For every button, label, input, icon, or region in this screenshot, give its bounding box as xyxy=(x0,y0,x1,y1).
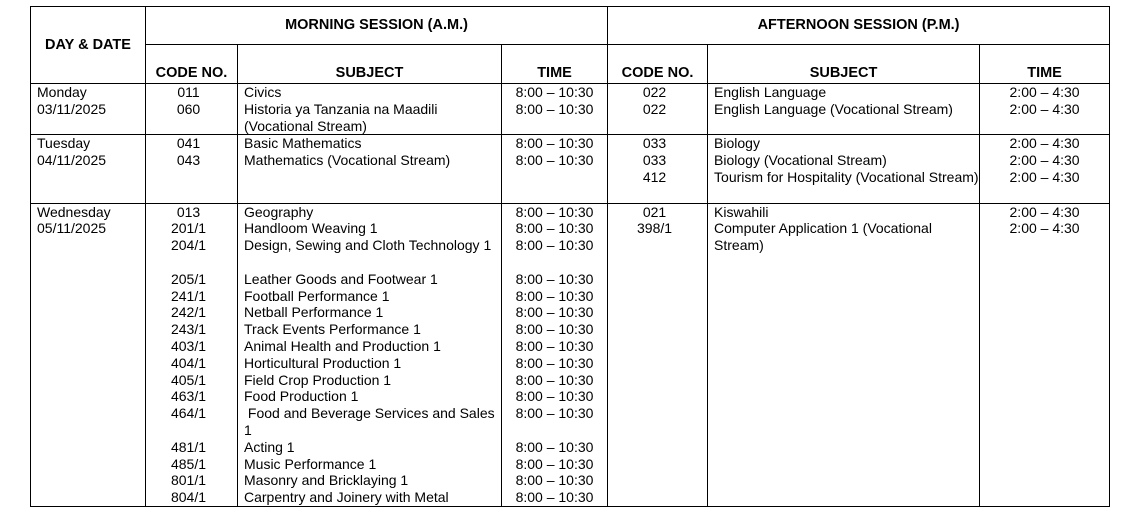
code: 022 xyxy=(642,100,667,117)
morning-code-cell xyxy=(146,203,238,506)
exam-date: 04/11/2025 xyxy=(37,152,107,169)
subject: English Language xyxy=(714,84,827,100)
subject: Biology xyxy=(714,135,760,152)
afternoon-time-cell xyxy=(980,84,1110,135)
subject: Masonry and Bricklaying 1 xyxy=(244,472,409,489)
header-morning-time: TIME xyxy=(502,45,608,84)
afternoon-subject-cell xyxy=(708,203,980,506)
subject: Civics xyxy=(244,84,282,100)
subject: Leather Goods and Footwear 1 xyxy=(244,270,438,287)
code: 022 xyxy=(642,84,667,100)
header-afternoon-subject: SUBJECT xyxy=(708,45,980,84)
morning-subject-cell xyxy=(238,84,502,135)
table-row xyxy=(31,84,1110,135)
code: 398/1 xyxy=(637,220,673,237)
exam-date: 05/11/2025 xyxy=(37,220,107,237)
day-name: Tuesday xyxy=(37,135,91,152)
day-date-cell xyxy=(31,135,146,203)
subject: Carpentry and Joinery with Metal xyxy=(244,489,449,506)
time: 8:00 – 10:30 xyxy=(515,371,594,388)
subject: English Language (Vocational Stream) xyxy=(714,100,953,117)
time: 8:00 – 10:30 xyxy=(515,220,594,237)
time: 8:00 – 10:30 xyxy=(515,388,594,405)
morning-subject-cell xyxy=(238,135,502,203)
subject: Tourism for Hospitality (Vocational Stream) xyxy=(714,168,979,185)
header-day-date: DAY & DATE xyxy=(31,7,146,84)
subject: Netball Performance 1 xyxy=(244,304,384,321)
subject: Track Events Performance 1 xyxy=(244,321,421,338)
code: 242/1 xyxy=(170,304,207,321)
code: 205/1 xyxy=(170,270,207,287)
subject: Acting 1 xyxy=(244,438,295,455)
subject: Animal Health and Production 1 xyxy=(244,337,441,354)
subject: Handloom Weaving 1 xyxy=(244,220,378,237)
morning-code-cell xyxy=(146,135,238,203)
morning-code-cell xyxy=(146,84,238,135)
time: 2:00 – 4:30 xyxy=(1009,84,1080,100)
time: 2:00 – 4:30 xyxy=(1009,168,1080,185)
subject: Basic Mathematics xyxy=(244,135,362,152)
subject: Geography xyxy=(244,203,314,220)
day-name: Monday xyxy=(37,84,87,100)
header-afternoon-session: AFTERNOON SESSION (P.M.) xyxy=(608,7,1110,45)
time: 8:00 – 10:30 xyxy=(515,203,594,220)
subject: Kiswahili xyxy=(714,203,769,220)
subject: Horticultural Production 1 xyxy=(244,354,402,371)
afternoon-code-cell xyxy=(608,84,708,135)
code: 021 xyxy=(642,203,667,220)
time: 8:00 – 10:30 xyxy=(515,489,594,506)
morning-time-cell xyxy=(502,84,608,135)
code: 013 xyxy=(176,203,201,220)
morning-time-cell xyxy=(502,203,608,506)
subject: Football Performance 1 xyxy=(244,287,390,304)
header-afternoon-code: CODE NO. xyxy=(608,45,708,84)
time: 8:00 – 10:30 xyxy=(515,405,594,422)
code: 243/1 xyxy=(170,321,207,338)
code: 464/1 xyxy=(170,405,207,422)
table-row xyxy=(31,135,1110,203)
code: 043 xyxy=(176,152,201,169)
code: 241/1 xyxy=(170,287,207,304)
code: 404/1 xyxy=(170,354,207,371)
code: 481/1 xyxy=(170,438,207,455)
subject: Food and Beverage Services and Sales 1 xyxy=(244,405,499,438)
code: 403/1 xyxy=(170,337,207,354)
code: 041 xyxy=(176,135,201,152)
time: 8:00 – 10:30 xyxy=(515,354,594,371)
morning-subject-cell xyxy=(238,203,502,506)
day-date-cell xyxy=(31,84,146,135)
afternoon-time-cell xyxy=(980,135,1110,203)
code: 485/1 xyxy=(170,455,207,472)
time: 8:00 – 10:30 xyxy=(515,455,594,472)
code: 060 xyxy=(176,100,201,117)
subject: Mathematics (Vocational Stream) xyxy=(244,152,451,169)
time: 8:00 – 10:30 xyxy=(515,472,594,489)
time: 2:00 – 4:30 xyxy=(1009,100,1080,117)
subject: Field Crop Production 1 xyxy=(244,371,392,388)
subject: Biology (Vocational Stream) xyxy=(714,152,887,169)
afternoon-subject-cell xyxy=(708,84,980,135)
subject: Food Production 1 xyxy=(244,388,359,405)
afternoon-subject-cell xyxy=(708,135,980,203)
morning-time-cell xyxy=(502,135,608,203)
subject: Historia ya Tanzania na Maadili (Vocational Stream) xyxy=(244,100,438,134)
code: 801/1 xyxy=(170,472,207,489)
code: 405/1 xyxy=(170,371,207,388)
header-morning-session: MORNING SESSION (A.M.) xyxy=(146,7,608,45)
time: 8:00 – 10:30 xyxy=(515,270,594,287)
header-morning-subject: SUBJECT xyxy=(238,45,502,84)
header-morning-code: CODE NO. xyxy=(146,45,238,84)
exam-date: 03/11/2025 xyxy=(37,100,107,117)
subject: Computer Application 1 (Vocational Stream) xyxy=(714,220,932,254)
time: 2:00 – 4:30 xyxy=(1009,152,1080,169)
code: 033 xyxy=(642,152,667,169)
time: 8:00 – 10:30 xyxy=(515,135,594,152)
table-row xyxy=(31,203,1110,506)
code: 033 xyxy=(642,135,667,152)
afternoon-code-cell xyxy=(608,135,708,203)
header-afternoon-time: TIME xyxy=(980,45,1110,84)
subject: Design, Sewing and Cloth Technology 1 xyxy=(244,237,492,254)
time: 8:00 – 10:30 xyxy=(515,438,594,455)
time: 8:00 – 10:30 xyxy=(515,337,594,354)
day-name: Wednesday xyxy=(37,203,111,220)
subject: Music Performance 1 xyxy=(244,455,377,472)
time: 2:00 – 4:30 xyxy=(1009,203,1080,220)
code: 201/1 xyxy=(170,220,207,237)
exam-timetable xyxy=(30,6,1110,507)
code: 412 xyxy=(642,168,667,185)
code: 804/1 xyxy=(170,489,207,506)
day-date-cell xyxy=(31,203,146,506)
time: 8:00 – 10:30 xyxy=(515,152,594,169)
time: 8:00 – 10:30 xyxy=(515,100,594,117)
time: 2:00 – 4:30 xyxy=(1009,135,1080,152)
time: 8:00 – 10:30 xyxy=(515,237,594,254)
afternoon-time-cell xyxy=(980,203,1110,506)
code: 204/1 xyxy=(170,237,207,254)
time: 8:00 – 10:30 xyxy=(515,321,594,338)
code: 011 xyxy=(177,84,200,100)
code: 463/1 xyxy=(170,388,207,405)
afternoon-code-cell xyxy=(608,203,708,506)
time: 8:00 – 10:30 xyxy=(515,304,594,321)
time: 2:00 – 4:30 xyxy=(1009,220,1080,237)
time: 8:00 – 10:30 xyxy=(515,84,594,100)
time: 8:00 – 10:30 xyxy=(515,287,594,304)
